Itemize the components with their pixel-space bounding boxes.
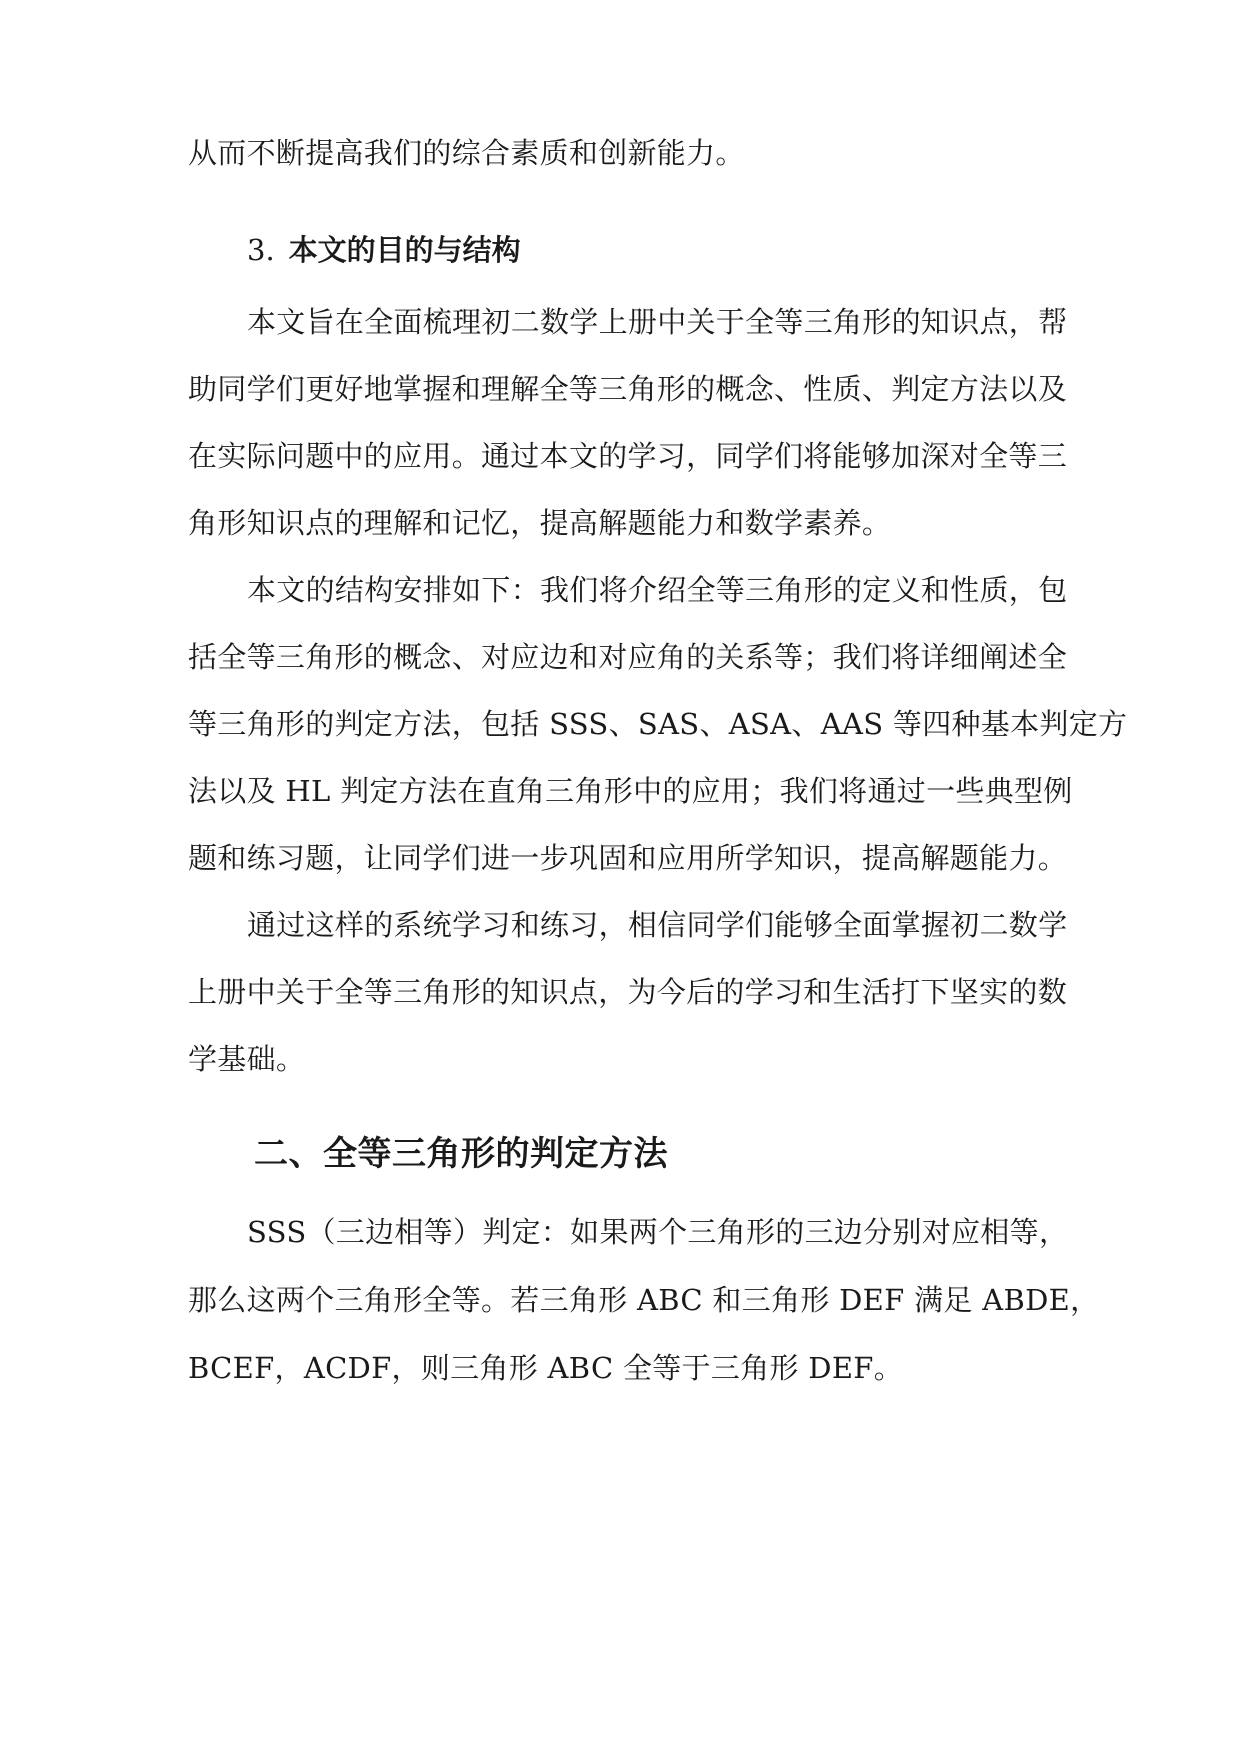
paragraph-line: 括全等三角形的概念、对应边和对应角的关系等；我们将详细阐述全	[188, 640, 1068, 674]
intro-line: 从而不断提高我们的综合素质和创新能力。	[188, 136, 745, 170]
paragraph-line: 角形知识点的理解和记忆，提高解题能力和数学素养。	[188, 506, 892, 540]
paragraph-line: 本文的结构安排如下：我们将介绍全等三角形的定义和性质，包	[247, 573, 1068, 607]
paragraph-line: 等三角形的判定方法，包括 SSS、SAS、ASA、AAS 等四种基本判定方	[188, 707, 1128, 741]
paragraph-line: 学基础。	[188, 1042, 306, 1076]
paragraph-line: 本文旨在全面梳理初二数学上册中关于全等三角形的知识点，帮	[247, 305, 1068, 339]
paragraph-line: 上册中关于全等三角形的知识点，为今后的学习和生活打下坚实的数	[188, 975, 1068, 1009]
section-number: 3.	[247, 233, 275, 267]
paragraph-line: 题和练习题，让同学们进一步巩固和应用所学知识，提高解题能力。	[188, 841, 1068, 875]
section-title: 本文的目的与结构	[288, 233, 521, 267]
paragraph-line: 在实际问题中的应用。通过本文的学习，同学们将能够加深对全等三	[188, 439, 1068, 473]
section-heading	[247, 230, 521, 270]
paragraph-line: 通过这样的系统学习和练习，相信同学们能够全面掌握初二数学	[247, 908, 1068, 942]
paragraph-line: 法以及 HL 判定方法在直角三角形中的应用；我们将通过一些典型例	[188, 774, 1073, 808]
paragraph-line: 助同学们更好地掌握和理解全等三角形的概念、性质、判定方法以及	[188, 372, 1068, 406]
paragraph-line: 那么这两个三角形全等。若三角形 ABC 和三角形 DEF 满足 ABDE，	[188, 1283, 1100, 1317]
chapter-heading: 二、全等三角形的判定方法	[254, 1134, 668, 1174]
paragraph-line: BCEF，ACDF，则三角形 ABC 全等于三角形 DEF。	[188, 1351, 904, 1385]
paragraph-line: SSS（三边相等）判定：如果两个三角形的三边分别对应相等，	[247, 1215, 1069, 1249]
